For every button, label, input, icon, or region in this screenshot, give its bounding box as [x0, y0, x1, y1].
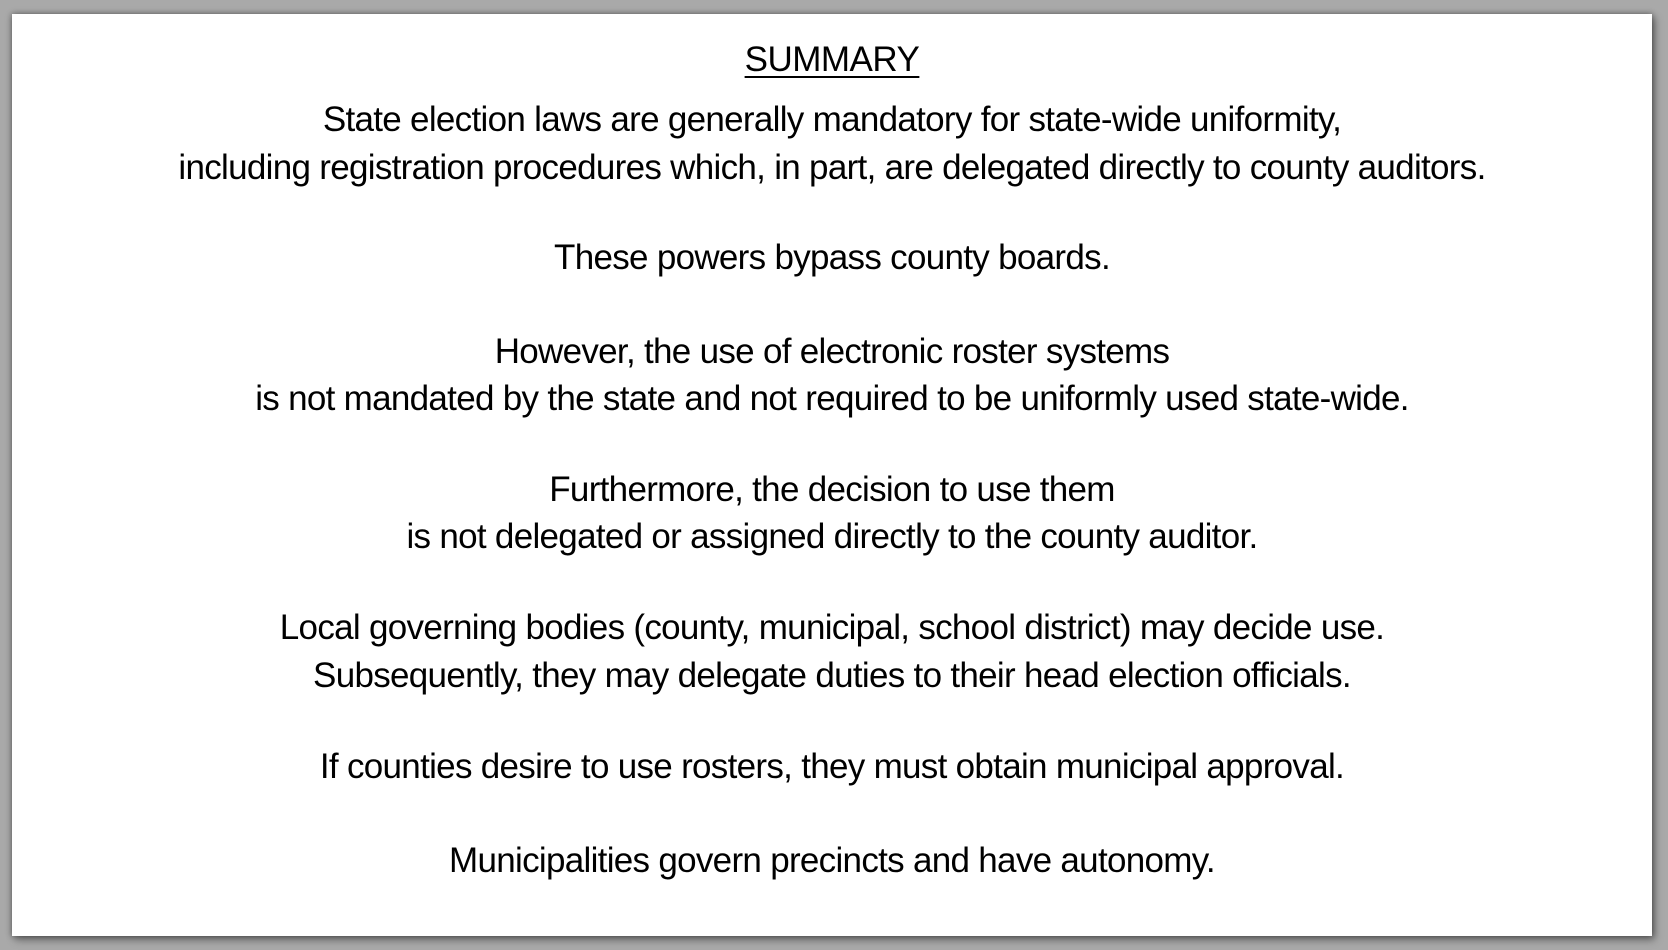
summary-line: Municipalities govern precincts and have autonomy.: [449, 841, 1215, 880]
summary-line: including registration procedures which, in part, are delegated directly to county auditors.: [178, 148, 1486, 187]
slide-title: SUMMARY: [744, 40, 920, 79]
summary-line: If counties desire to use rosters, they must obtain municipal approval.: [319, 747, 1345, 786]
summary-line: These powers bypass county boards.: [554, 238, 1110, 277]
slide-page: [12, 14, 1652, 936]
summary-line: Subsequently, they may delegate duties to their head election officials.: [313, 656, 1351, 695]
summary-line: Local governing bodies (county, municipal, school district) may decide use.: [279, 608, 1385, 647]
summary-line: State election laws are generally mandatory for state-wide uniformity,: [322, 100, 1342, 139]
summary-line: Furthermore, the decision to use them: [549, 470, 1115, 509]
summary-line: However, the use of electronic roster systems: [494, 332, 1170, 371]
summary-line: is not mandated by the state and not required to be uniformly used state-wide.: [255, 379, 1409, 418]
summary-line: is not delegated or assigned directly to the county auditor.: [406, 517, 1258, 556]
